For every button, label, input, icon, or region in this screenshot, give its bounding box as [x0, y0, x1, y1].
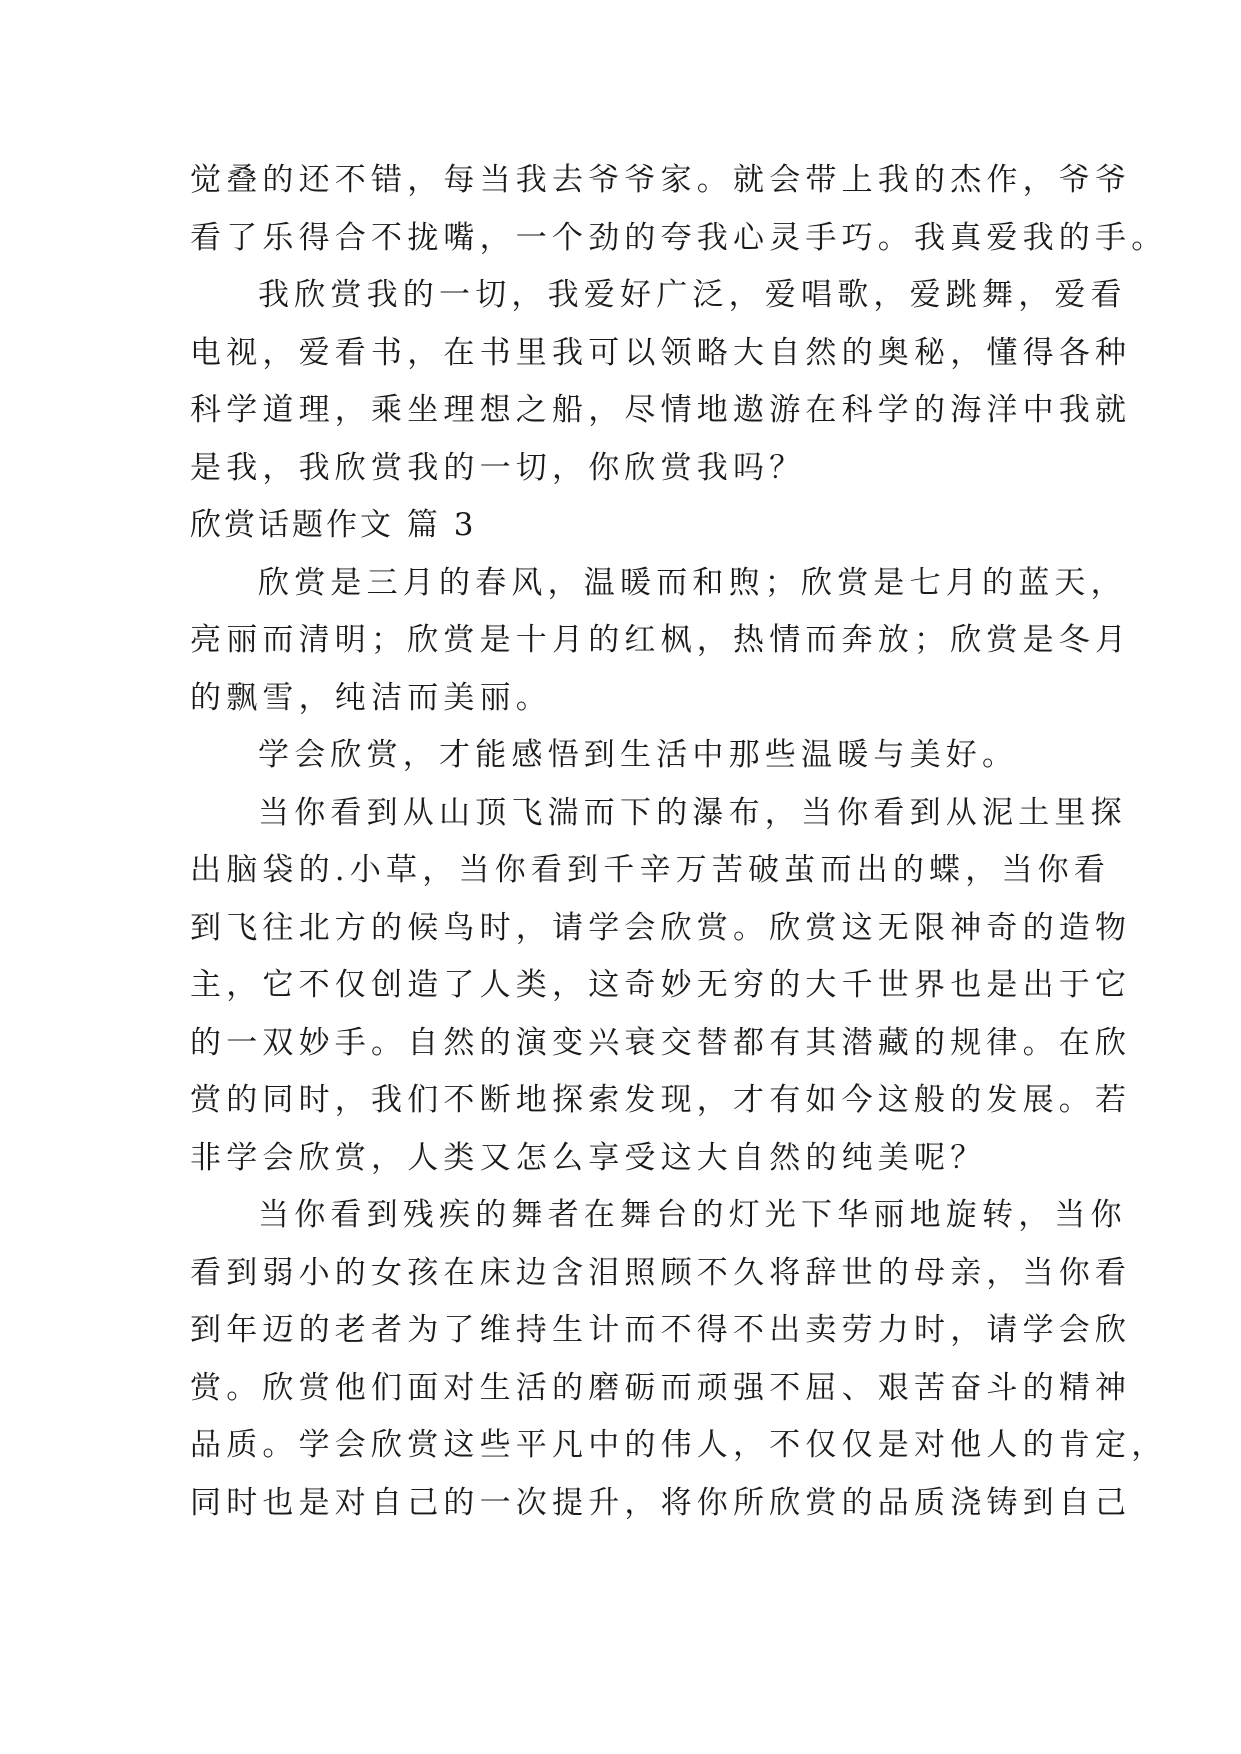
- text-line: 亮丽而清明；欣赏是十月的红枫，热情而奔放；欣赏是冬月: [190, 622, 1132, 658]
- text-line: 看了乐得合不拢嘴，一个劲的夸我心灵手巧。我真爱我的手。: [190, 219, 1168, 256]
- paragraph-start-line: 欣赏是三月的春风，温暖而和煦；欣赏是七月的蓝天，: [258, 564, 1127, 601]
- text-line: 赏的同时，我们不断地探索发现，才有如今这般的发展。若: [190, 1082, 1132, 1118]
- text-line: 科学道理，乘坐理想之船，尽情地遨游在科学的海洋中我就: [190, 392, 1132, 428]
- document-page: [190, 152, 1168, 1532]
- paragraph-start-line: 当你看到从山顶飞湍而下的瀑布，当你看到从泥土里探: [258, 794, 1127, 831]
- text-line: 同时也是对自己的一次提升，将你所欣赏的品质浇铸到自己: [190, 1484, 1132, 1521]
- paragraph-start-line: 当你看到残疾的舞者在舞台的灯光下华丽地旋转，当你: [258, 1197, 1127, 1233]
- text-line: 电视，爱看书，在书里我可以领略大自然的奥秘，懂得各种: [190, 334, 1132, 371]
- paragraph-start-line: 我欣赏我的一切，我爱好广泛，爱唱歌，爱跳舞，爱看: [258, 277, 1127, 313]
- text-line: 到飞往北方的候鸟时，请学会欣赏。欣赏这无限神奇的造物: [190, 909, 1132, 946]
- text-line: 非学会欣赏，人类又怎么享受这大自然的纯美呢？: [190, 1139, 987, 1176]
- text-line: 主，它不仅创造了人类，这奇妙无穷的大千世界也是出于它: [190, 967, 1132, 1003]
- text-line: 到年迈的老者为了维持生计而不得不出卖劳力时，请学会欣: [190, 1312, 1132, 1348]
- text-line: 是我，我欣赏我的一切，你欣赏我吗？: [190, 449, 806, 486]
- text-line: 的一双妙手。自然的演变兴衰交替都有其潜藏的规律。在欣: [190, 1024, 1132, 1061]
- paragraph-start-line: 学会欣赏，才能感悟到生活中那些温暖与美好。: [258, 737, 1019, 773]
- text-line: 看到弱小的女孩在床边含泪照顾不久将辞世的母亲，当你看: [190, 1254, 1132, 1291]
- text-line: 出脑袋的.小草，当你看到千辛万苦破茧而出的蝶，当你看: [190, 852, 1111, 888]
- text-line: 品质。学会欣赏这些平凡中的伟人，不仅仅是对他人的肯定，: [190, 1427, 1168, 1463]
- section-heading: 欣赏话题作文 篇 3: [190, 507, 477, 543]
- text-line: 赏。欣赏他们面对生活的磨砺而顽强不屈、艰苦奋斗的精神: [190, 1369, 1132, 1406]
- text-line: 觉叠的还不错，每当我去爷爷家。就会带上我的杰作，爷爷: [190, 162, 1132, 198]
- text-line: 的飘雪，纯洁而美丽。: [190, 679, 552, 716]
